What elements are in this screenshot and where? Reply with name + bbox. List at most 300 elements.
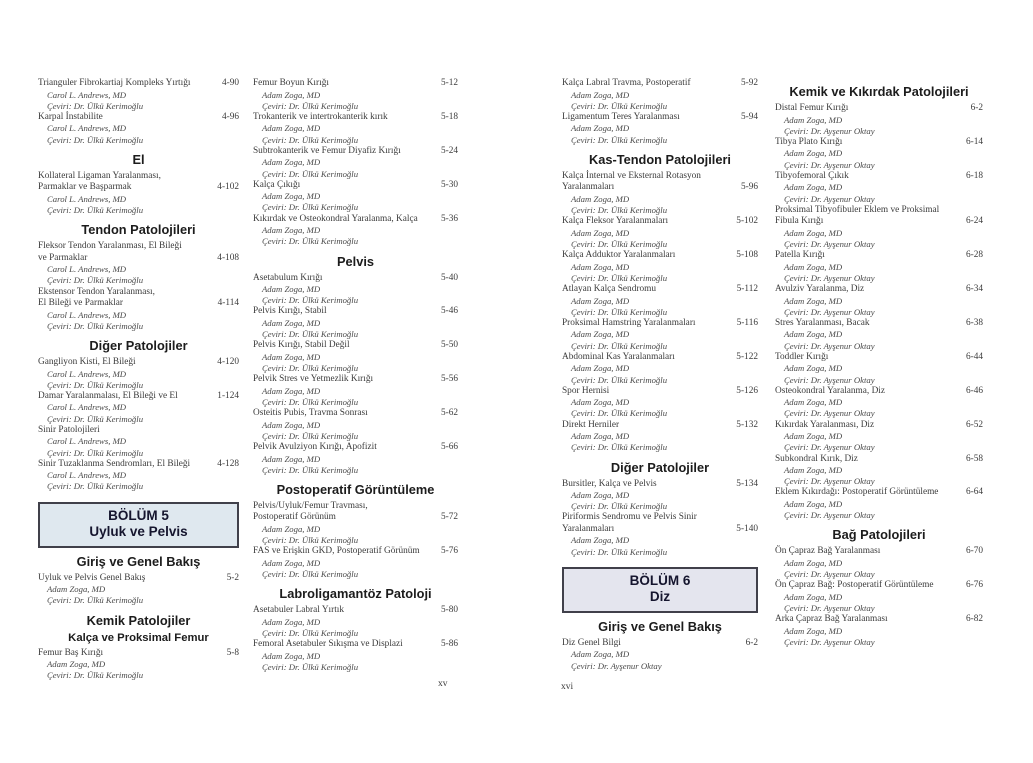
entry-page-number: 5-122 [736,351,758,362]
toc-entry [562,318,758,352]
entry-author: Çeviri: Dr. Ülkü Kerimoğlu [262,430,359,441]
entry-title: ve Parmaklar [38,252,88,263]
entry-title-line [253,78,458,90]
entry-page-number: 6-76 [965,580,983,591]
entry-page-number: 6-46 [965,385,983,396]
entry-author: Çeviri: Dr. Ülkü Kerimoğlu [571,134,668,145]
entry-page-number: 5-66 [440,442,458,453]
entry-author: Adam Zoga, MD [262,385,321,396]
entry-title-line [775,487,983,499]
section-header: Pelvis [337,253,374,269]
entry-author: Çeviri: Dr. Ülkü Kerimoğlu [47,481,144,492]
toc-entry [253,340,458,374]
entry-page-number: 5-18 [440,111,458,122]
entry-author: Adam Zoga, MD [784,431,843,442]
entry-page-number: 5-116 [736,317,758,328]
section-header: Diğer Patolojiler [89,338,188,354]
entry-title: Subtrokanterik ve Femur Diyafiz Kırığı [253,145,401,156]
toc-entry [38,241,239,286]
entry-author: Çeviri: Dr. Ülkü Kerimoğlu [262,236,359,247]
entry-author: Carol L. Andrews, MD [47,402,127,413]
entry-title-line [775,103,983,115]
entry-title: Tibya Plato Kırığı [775,136,843,147]
entry-title: Sinir Patolojileri [38,424,100,435]
entry-author: Çeviri: Dr. Ayşenur Oktay [784,238,875,249]
entry-author: Çeviri: Dr. Ülkü Kerimoğlu [47,413,144,424]
entry-page-number: 6-34 [965,284,983,295]
entry-title: Trokanterik ve intertrokanterik kırık [253,111,388,122]
entry-title: Tibyofemoral Çıkık [775,170,849,181]
entry-author: Carol L. Andrews, MD [47,193,127,204]
entry-author: Çeviri: Dr. Ülkü Kerimoğlu [47,447,144,458]
entry-author: Çeviri: Dr. Ülkü Kerimoğlu [571,340,668,351]
entry-title-line [562,250,758,262]
toc-column-left-page-first [38,78,239,681]
entry-title: Postoperatif Görünüm [253,512,336,523]
entry-author: Adam Zoga, MD [571,363,630,374]
entry-title: Yaralanmaları [562,182,615,193]
entry-author: Adam Zoga, MD [784,227,843,238]
entry-author: Çeviri: Dr. Ayşenur Oktay [784,193,875,204]
entry-page-number: 6-2 [745,637,758,648]
entry-title-line [562,524,758,536]
entry-page-number: 5-102 [736,216,758,227]
entry-title: Trianguler Fibrokartiaj Kompleks Yırtığı [38,78,191,88]
entry-title-line [253,605,458,617]
section-header: El [132,151,145,167]
entry-title-line [38,112,239,124]
entry-author: Çeviri: Dr. Ayşenur Oktay [784,272,875,283]
entry-title-line [253,214,458,226]
entry-author: Adam Zoga, MD [571,649,630,660]
entry-page-number: 5-30 [440,179,458,190]
entry-title-line [253,180,458,192]
entry-title: El Bileği ve Parmaklar [38,298,123,309]
entry-author: Adam Zoga, MD [262,419,321,430]
entry-title-line [253,146,458,158]
entry-title: Proksimal Hamstring Yaralanmaları [562,317,696,328]
entry-author: Adam Zoga, MD [262,523,321,534]
toc-entry [562,284,758,318]
section-header: Kemik Patolojiler [86,612,191,628]
entry-page-number: 6-58 [965,453,983,464]
entry-title: Toddler Kırığı [775,351,829,362]
entry-author: Çeviri: Dr. Ülkü Kerimoğlu [571,238,668,249]
entry-page-number: 5-56 [440,374,458,385]
entry-title-line [562,216,758,228]
entry-title: Osteokondral Yaralanma, Diz [775,385,885,396]
entry-author: Çeviri: Dr. Ülkü Kerimoğlu [571,374,668,385]
entry-title: Kıkırdak ve Osteokondral Yaralanma, Kalça [253,213,418,224]
entry-title-line [253,340,458,352]
entry-title: Femoral Asetabuler Sıkışma ve Displazi [253,639,403,650]
entry-author: Adam Zoga, MD [784,148,843,159]
entry-title-line [562,171,758,183]
entry-author: Çeviri: Dr. Ülkü Kerimoğlu [571,306,668,317]
entry-author: Çeviri: Dr. Ülkü Kerimoğlu [262,661,359,672]
entry-title-line [253,639,458,651]
entry-title-line [562,182,758,194]
entry-title-line [38,182,239,194]
entry-author: Adam Zoga, MD [571,535,630,546]
entry-author: Çeviri: Dr. Ülkü Kerimoğlu [262,134,359,145]
entry-author: Çeviri: Dr. Ayşenur Oktay [784,340,875,351]
entry-author: Carol L. Andrews, MD [47,89,127,100]
entry-title-line [38,573,239,585]
entry-author: Adam Zoga, MD [571,261,630,272]
entry-page-number: 6-38 [965,317,983,328]
entry-title: Kalça Çıkığı [253,179,301,190]
entry-title-line [38,78,239,90]
toc-entry [38,573,239,607]
page-number-left: xv [438,679,448,689]
entry-page-number: 5-96 [740,182,758,193]
toc-entry [562,638,758,672]
entry-title-line [38,425,239,437]
entry-title-line [253,306,458,318]
toc-entry [775,420,983,454]
entry-author: Carol L. Andrews, MD [47,123,127,134]
entry-title: Asetabuler Labral Yırtık [253,605,345,616]
entry-author: Çeviri: Dr. Ülkü Kerimoğlu [571,100,668,111]
entry-title-line [775,386,983,398]
entry-title: Kalça Adduktor Yaralanmaları [562,250,676,261]
toc-entry [775,103,983,137]
entry-title-line [775,250,983,262]
entry-author: Adam Zoga, MD [47,659,106,670]
toc-entry [38,287,239,332]
entry-page-number: 4-102 [217,182,239,193]
entry-author: Adam Zoga, MD [262,157,321,168]
section-header: Giriş ve Genel Bakış [598,618,722,634]
toc-column-right-page-first [562,78,758,672]
entry-title: Subkondral Kırık, Diz [775,453,858,464]
entry-author: Adam Zoga, MD [571,89,630,100]
entry-page-number: 4-128 [217,458,239,469]
entry-title-line [775,420,983,432]
entry-title: Kalça İnternal ve Eksternal Rotasyon [562,170,701,181]
entry-title: Diz Genel Bilgi [562,637,621,648]
entry-title-line [775,171,983,183]
entry-title-line [775,580,983,592]
section-header: Labroligamantöz Patoloji [279,586,432,602]
toc-entry [775,205,983,250]
entry-author: Adam Zoga, MD [784,465,843,476]
chapter-box [562,567,758,613]
entry-author: Adam Zoga, MD [262,225,321,236]
entry-author: Çeviri: Dr. Ülkü Kerimoğlu [47,320,144,331]
toc-entry [253,214,458,248]
entry-title: Eklem Kıkırdağı: Postoperatif Görüntüleme [775,487,939,498]
entry-author: Adam Zoga, MD [262,284,321,295]
toc-entry [38,391,239,425]
entry-title-line [775,454,983,466]
entry-title-line [253,501,458,513]
entry-author: Çeviri: Dr. Ayşenur Oktay [784,306,875,317]
entry-title-line [38,459,239,471]
entry-title: Arka Çapraz Bağ Yaralanması [775,614,888,625]
entry-author: Carol L. Andrews, MD [47,368,127,379]
entry-author: Çeviri: Dr. Ayşenur Oktay [784,602,875,613]
entry-title: Ekstensor Tendon Yaralanması, [38,286,155,297]
entry-title-line [775,284,983,296]
entry-page-number: 5-24 [440,145,458,156]
entry-title-line [775,137,983,149]
section-header: Giriş ve Genel Bakış [76,553,201,569]
entry-author: Adam Zoga, MD [571,329,630,340]
entry-title: Ön Çapraz Bağ Yaralanması [775,546,881,557]
entry-author: Çeviri: Dr. Ayşenur Oktay [784,125,875,136]
entry-author: Çeviri: Dr. Ülkü Kerimoğlu [47,205,144,216]
toc-column-left-page-second [253,78,458,673]
entry-author: Adam Zoga, MD [784,114,843,125]
toc-entry [775,284,983,318]
toc-entry [775,580,983,614]
entry-author: Çeviri: Dr. Ülkü Kerimoğlu [47,379,144,390]
section-header: Postoperatif Görüntüleme [276,481,435,497]
entry-title-line [562,420,758,432]
toc-entry [253,180,458,214]
entry-author: Çeviri: Dr. Ayşenur Oktay [784,374,875,385]
toc-entry [38,112,239,146]
entry-title-line [253,546,458,558]
entry-page-number: 5-140 [736,523,758,534]
toc-entry [775,318,983,352]
entry-title-line [38,253,239,265]
entry-author: Çeviri: Dr. Ülkü Kerimoğlu [262,464,359,475]
entry-page-number: 6-44 [965,351,983,362]
entry-title-line [775,614,983,626]
entry-page-number: 5-92 [740,78,758,88]
entry-page-number: 5-108 [736,250,758,261]
toc-entry [775,171,983,205]
entry-title: Femur Baş Kırığı [38,647,104,658]
entry-page-number: 4-90 [221,78,239,88]
toc-entry [253,501,458,546]
toc-entry [253,605,458,639]
entry-author: Carol L. Andrews, MD [47,470,127,481]
entry-title: Uyluk ve Pelvis Genel Bakış [38,572,146,583]
entry-title: Femur Boyun Kırığı [253,78,329,88]
toc-entry [38,425,239,459]
entry-author: Çeviri: Dr. Ülkü Kerimoğlu [571,546,668,557]
entry-title: Kollateral Ligaman Yaralanması, [38,170,161,181]
entry-title: Stres Yaralanması, Bacak [775,317,870,328]
entry-author: Adam Zoga, MD [571,431,630,442]
entry-author: Çeviri: Dr. Ülkü Kerimoğlu [262,627,359,638]
toc-entry [562,420,758,454]
entry-author: Çeviri: Dr. Ülkü Kerimoğlu [571,272,668,283]
section-header: Kemik ve Kıkırdak Patolojileri [789,84,969,99]
entry-title-line [38,357,239,369]
toc-entry [253,546,458,580]
entry-title: Kalça Fleksor Yaralanmaları [562,216,669,227]
entry-author: Adam Zoga, MD [262,123,321,134]
entry-author: Çeviri: Dr. Ayşenur Oktay [784,569,875,580]
entry-title: Yaralanmaları [562,523,615,534]
entry-title: Kıkırdak Yaralanması, Diz [775,419,875,430]
toc-entry [562,216,758,250]
entry-author: Çeviri: Dr. Ülkü Kerimoğlu [262,569,359,580]
entry-author: Çeviri: Dr. Ülkü Kerimoğlu [571,442,668,453]
entry-title-line [253,273,458,285]
entry-title: Parmaklar ve Başparmak [38,182,132,193]
entry-title: Avulziv Yaralanma, Diz [775,284,865,295]
entry-author: Adam Zoga, MD [262,191,321,202]
entry-page-number: 6-18 [965,170,983,181]
toc-entry [38,357,239,391]
entry-page-number: 5-40 [440,272,458,283]
entry-title: Sinir Tuzaklanma Sendromları, El Bileği [38,458,191,469]
entry-author: Adam Zoga, MD [784,591,843,602]
entry-page-number: 6-70 [965,546,983,557]
entry-title-line [562,284,758,296]
entry-page-number: 5-76 [440,546,458,557]
entry-author: Adam Zoga, MD [784,261,843,272]
entry-author: Çeviri: Dr. Ayşenur Oktay [784,408,875,419]
entry-author: Çeviri: Dr. Ayşenur Oktay [784,510,875,521]
toc-entry [775,250,983,284]
entry-author: Adam Zoga, MD [262,557,321,568]
section-header: Kas-Tendon Patolojileri [589,151,731,167]
entry-page-number: 5-62 [440,408,458,419]
toc-entry [253,639,458,673]
chapter-box-title: Uyluk ve Pelvis [89,524,188,540]
toc-entry [562,171,758,216]
entry-author: Çeviri: Dr. Ayşenur Oktay [784,636,875,647]
entry-title-line [38,648,239,660]
entry-author: Çeviri: Dr. Ülkü Kerimoğlu [47,275,144,286]
toc-entry [562,479,758,513]
toc-entry [775,454,983,488]
entry-page-number: 5-46 [440,306,458,317]
toc-entry [38,171,239,216]
entry-author: Adam Zoga, MD [262,616,321,627]
toc-entry [562,512,758,557]
entry-author: Çeviri: Dr. Ülkü Kerimoğlu [571,205,668,216]
entry-title: Patella Kırığı [775,250,825,261]
entry-author: Adam Zoga, MD [262,650,321,661]
toc-entry [38,459,239,493]
entry-page-number: 4-96 [221,111,239,122]
entry-page-number: 5-2 [226,572,239,583]
toc-entry [253,112,458,146]
entry-author: Adam Zoga, MD [784,182,843,193]
toc-entry [253,442,458,476]
toc-entry [253,306,458,340]
toc-entry [562,78,758,112]
entry-title-line [775,205,983,217]
entry-author: Çeviri: Dr. Ülkü Kerimoğlu [47,100,144,111]
entry-page-number: 5-12 [440,78,458,88]
toc-entry [775,386,983,420]
entry-author: Çeviri: Dr. Ayşenur Oktay [571,660,662,671]
entry-author: Çeviri: Dr. Ülkü Kerimoğlu [47,595,144,606]
entry-page-number: 6-52 [965,419,983,430]
chapter-box [38,502,239,548]
toc-entry [775,546,983,580]
entry-title: Pelvis Kırığı, Stabil Değil [253,340,350,351]
entry-author: Adam Zoga, MD [262,453,321,464]
entry-page-number: 5-50 [440,340,458,351]
entry-title: Spor Hernisi [562,385,610,396]
entry-title-line [253,442,458,454]
entry-title: Damar Yaralanmalası, El Bileği ve El [38,390,178,401]
entry-title: Proksimal Tibyofibuler Eklem ve Proksimal [775,204,940,215]
toc-entry [562,250,758,284]
entry-title-line [775,318,983,330]
toc-entry [253,374,458,408]
entry-page-number: 5-8 [226,647,239,658]
page-number-right: xvi [561,682,574,692]
toc-entry [775,352,983,386]
entry-author: Çeviri: Dr. Ülkü Kerimoğlu [262,202,359,213]
entry-author: Carol L. Andrews, MD [47,309,127,320]
entry-author: Çeviri: Dr. Ülkü Kerimoğlu [262,363,359,374]
entry-author: Çeviri: Dr. Ayşenur Oktay [784,442,875,453]
entry-title-line [38,298,239,310]
entry-author: Adam Zoga, MD [571,295,630,306]
entry-page-number: 5-86 [440,639,458,650]
entry-title-line [562,512,758,524]
entry-title: FAS ve Erişkin GKD, Postoperatif Görünüm [253,546,420,557]
toc-entry [253,408,458,442]
entry-page-number: 5-126 [736,385,758,396]
entry-page-number: 6-82 [965,614,983,625]
toc-entry [562,112,758,146]
entry-title: Karpal İnstabilite [38,111,103,122]
entry-author: Adam Zoga, MD [784,498,843,509]
entry-title: Fleksor Tendon Yaralanması, El Bileği [38,241,182,252]
entry-author: Çeviri: Dr. Ayşenur Oktay [784,476,875,487]
entry-title: Pelvik Stres ve Yetmezlik Kırığı [253,374,374,385]
entry-page-number: 1-124 [217,390,239,401]
entry-author: Adam Zoga, MD [784,557,843,568]
entry-title-line [562,318,758,330]
entry-author: Adam Zoga, MD [784,625,843,636]
entry-title-line [775,216,983,228]
entry-page-number: 5-80 [440,605,458,616]
chapter-box-number: BÖLÜM 5 [108,507,169,523]
toc-entry [38,648,239,682]
entry-title: Bursitler, Kalça ve Pelvis [562,478,657,489]
entry-title: Piriformis Sendromu ve Pelvis Sinir [562,512,697,523]
entry-author: Çeviri: Dr. Ülkü Kerimoğlu [262,535,359,546]
entry-author: Adam Zoga, MD [784,363,843,374]
entry-author: Çeviri: Dr. Ülkü Kerimoğlu [571,501,668,512]
entry-author: Carol L. Andrews, MD [47,264,127,275]
section-header: Bağ Patolojileri [832,527,926,543]
entry-author: Çeviri: Dr. Ülkü Kerimoğlu [571,408,668,419]
toc-entry [562,386,758,420]
toc-entry [775,487,983,521]
entry-title-line [38,287,239,299]
entry-title-line [253,512,458,524]
entry-author: Çeviri: Dr. Ülkü Kerimoğlu [262,295,359,306]
section-header: Tendon Patolojileri [81,222,196,238]
entry-title-line [775,546,983,558]
entry-title: Gangliyon Kisti, El Bileği [38,357,136,368]
section-header: Diğer Patolojiler [610,459,710,475]
toc-entry [562,352,758,386]
entry-title-line [253,112,458,124]
entry-author: Çeviri: Dr. Ülkü Kerimoğlu [262,168,359,179]
chapter-box-number: BÖLÜM 6 [629,572,691,588]
entry-title-line [253,374,458,386]
entry-author: Adam Zoga, MD [784,397,843,408]
entry-author: Çeviri: Dr. Ayşenur Oktay [784,159,875,170]
entry-title: Distal Femur Kırığı [775,103,849,113]
